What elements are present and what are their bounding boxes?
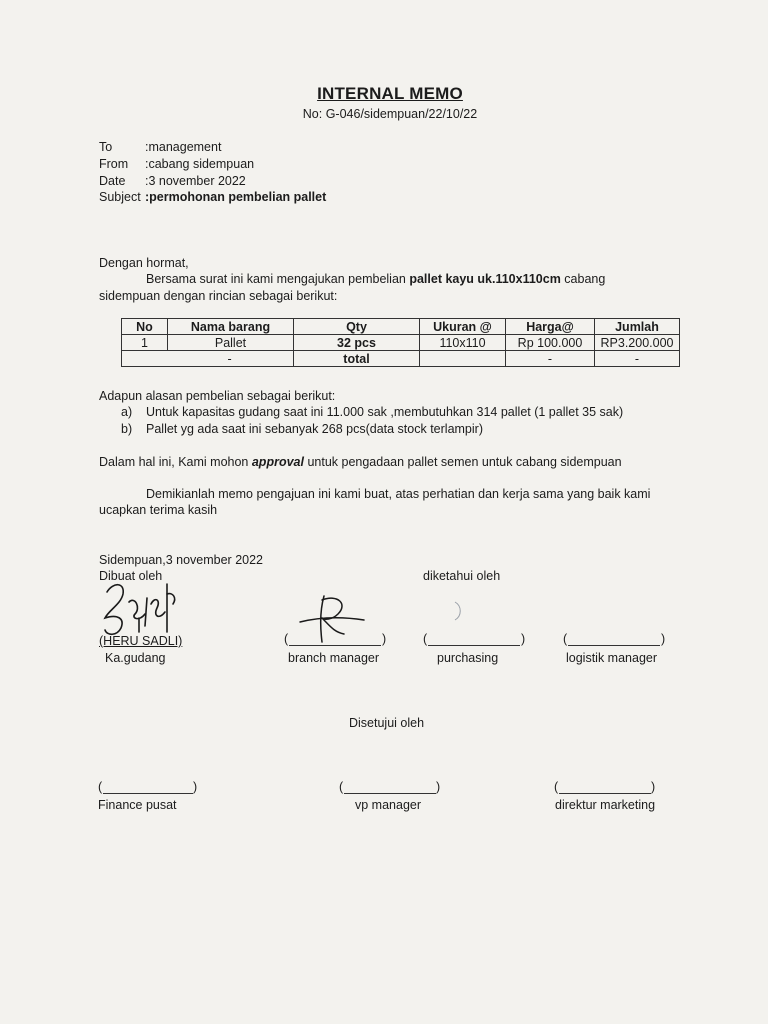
reasons-title: Adapun alasan pembelian sebagai berikut: — [99, 389, 336, 403]
cell-harga: Rp 100.000 — [506, 335, 595, 351]
items-table — [121, 318, 680, 367]
known-by-label: diketahui oleh — [423, 569, 501, 583]
finance-pusat-signature-line — [103, 793, 193, 794]
finance-pusat-title: Finance pusat — [98, 798, 177, 812]
table-row — [122, 351, 680, 367]
vp-manager-title: vp manager — [355, 798, 422, 812]
date-value: :3 november 2022 — [145, 174, 246, 188]
reason-a-marker: a) — [121, 405, 133, 419]
from-value: :cabang sidempuan — [145, 157, 255, 171]
branch-manager-signature-line — [289, 645, 381, 646]
reason-b-marker: b) — [121, 422, 133, 436]
logistik-manager-close-bracket: ) — [661, 632, 666, 646]
vp-manager-signature-line — [344, 793, 436, 794]
request-line — [99, 455, 622, 469]
memo-title: INTERNAL MEMO — [317, 84, 463, 103]
cell-total-dash-mark: - — [168, 351, 294, 367]
finance-pusat-close-bracket: ) — [193, 780, 198, 794]
closing-line-1: Demikianlah memo pengajuan ini kami buat, atas perhatian dan kerja sama yang baik kami — [146, 487, 651, 501]
table-header-row — [122, 319, 680, 335]
table-row — [122, 335, 680, 351]
maker-title: Ka.gudang — [105, 651, 166, 665]
greeting: Dengan hormat, — [99, 256, 189, 270]
finance-pusat-open-bracket: ( — [98, 780, 103, 794]
intro-line-2: sidempuan dengan rincian sebagai berikut: — [99, 289, 338, 303]
purchasing-open-bracket: ( — [423, 632, 428, 646]
logistik-manager-open-bracket: ( — [563, 632, 568, 646]
to-label: To — [99, 140, 113, 154]
cell-total-label: total — [294, 351, 420, 367]
request-text-a: Dalam hal ini, Kami mohon — [99, 455, 252, 469]
request-text-bold: approval — [251, 455, 304, 469]
branch-manager-signature-drawing — [298, 592, 368, 648]
logistik-manager-signature-line — [568, 645, 660, 646]
date-label: Date — [99, 174, 126, 188]
cell-qty: 32 pcs — [294, 335, 420, 351]
purchasing-signature-line — [428, 645, 520, 646]
header-jumlah: Jumlah — [595, 319, 680, 335]
branch-manager-open-bracket: ( — [284, 632, 289, 646]
maker-name: (HERU SADLI) — [99, 634, 183, 648]
request-text-b: untuk pengadaan pallet semen untuk cabang sidempuan — [303, 455, 622, 469]
direktur-marketing-title: direktur marketing — [555, 798, 656, 812]
direktur-marketing-open-bracket: ( — [554, 780, 559, 794]
reason-a: Untuk kapasitas gudang saat ini 11.000 sak ,membutuhkan 314 pallet (1 pallet 35 sak) — [146, 405, 624, 419]
cell-total-jumlah: - — [595, 351, 680, 367]
place-date: Sidempuan,3 november 2022 — [99, 553, 264, 567]
made-by-label: Dibuat oleh — [99, 569, 163, 583]
purchasing-close-bracket: ) — [521, 632, 526, 646]
cell-no: 1 — [122, 335, 168, 351]
memo-number: No: G-046/sidempuan/22/10/22 — [302, 107, 478, 121]
header-no: No — [122, 319, 168, 335]
cell-total-harga: - — [506, 351, 595, 367]
purchasing-title: purchasing — [437, 651, 499, 665]
reason-b: Pallet yg ada saat ini sebanyak 268 pcs(data stock terlampir) — [146, 422, 483, 436]
closing-line-2: ucapkan terima kasih — [99, 503, 218, 517]
subject-value: :permohonan pembelian pallet — [145, 190, 327, 204]
approved-by-label: Disetujui oleh — [349, 716, 425, 730]
header-ukuran: Ukuran @ — [420, 319, 506, 335]
cell-total-empty — [420, 351, 506, 367]
header-nama-barang: Nama barang — [168, 319, 294, 335]
branch-manager-title: branch manager — [288, 651, 380, 665]
header-harga: Harga@ — [506, 319, 595, 335]
direktur-marketing-signature-line — [559, 793, 651, 794]
logistik-manager-title: logistik manager — [566, 651, 658, 665]
from-label: From — [99, 157, 129, 171]
subject-label: Subject — [99, 190, 141, 204]
cell-total-dash — [122, 351, 168, 367]
cell-nama-barang: Pallet — [168, 335, 294, 351]
vp-manager-close-bracket: ) — [436, 780, 441, 794]
direktur-marketing-close-bracket: ) — [651, 780, 656, 794]
intro-text-b: cabang — [560, 272, 606, 286]
cell-ukuran: 110x110 — [420, 335, 506, 351]
intro-line-1 — [146, 272, 605, 286]
to-value: :management — [145, 140, 222, 154]
intro-text-bold: pallet kayu uk.110x110cm — [409, 272, 561, 286]
header-qty: Qty — [294, 319, 420, 335]
cell-jumlah: RP3.200.000 — [595, 335, 680, 351]
intro-text-a: Bersama surat ini kami mengajukan pembelian — [146, 272, 410, 286]
vp-manager-open-bracket: ( — [339, 780, 344, 794]
faint-mark-icon — [452, 600, 464, 622]
branch-manager-close-bracket: ) — [382, 632, 387, 646]
